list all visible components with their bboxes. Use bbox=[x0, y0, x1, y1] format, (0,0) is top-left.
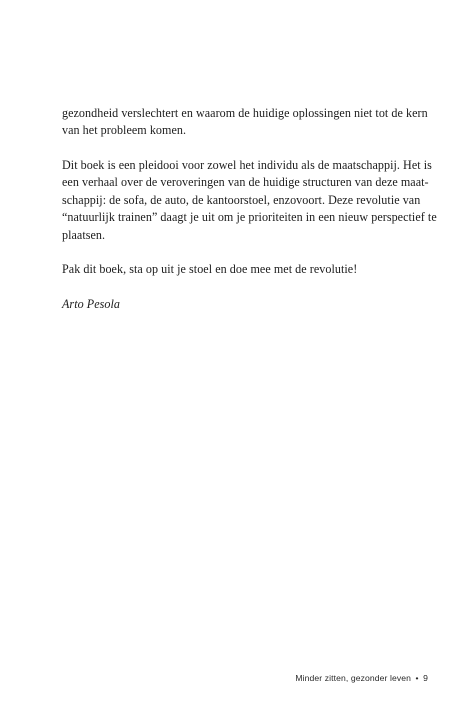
paragraph-plea bbox=[62, 157, 437, 244]
footer-separator: • bbox=[415, 673, 419, 683]
text-line: een verhaal over de veroveringen van de huidige structuren van deze maat- bbox=[62, 175, 429, 190]
running-title: Minder zitten, gezonder leven bbox=[295, 673, 411, 683]
paragraph-continuation bbox=[62, 105, 428, 140]
paragraph-call-to-action bbox=[62, 261, 418, 278]
text-line: gezondheid verslechtert en waarom de huidige oplossingen niet tot de kern bbox=[62, 106, 428, 120]
text-line: van het probleem komen. bbox=[62, 123, 187, 138]
text-line: schappij: de sofa, de auto, de kantoorstoel, enzovoort. Deze revolutie van bbox=[62, 192, 421, 207]
text-line: “natuurlijk trainen” daagt je uit om je prioriteiten in een nieuw perspectief te bbox=[62, 210, 437, 225]
text-line: Dit boek is een pleidooi voor zowel het individu als de maatschappij. Het is bbox=[62, 158, 432, 172]
text-line: Pak dit boek, sta op uit je stoel en doe mee met de revolutie! bbox=[62, 262, 358, 277]
text-line: plaatsen. bbox=[62, 227, 106, 242]
body-text bbox=[62, 105, 437, 313]
page-number: 9 bbox=[423, 673, 428, 683]
author-signature: Arto Pesola bbox=[62, 296, 120, 311]
page-footer bbox=[295, 673, 428, 683]
